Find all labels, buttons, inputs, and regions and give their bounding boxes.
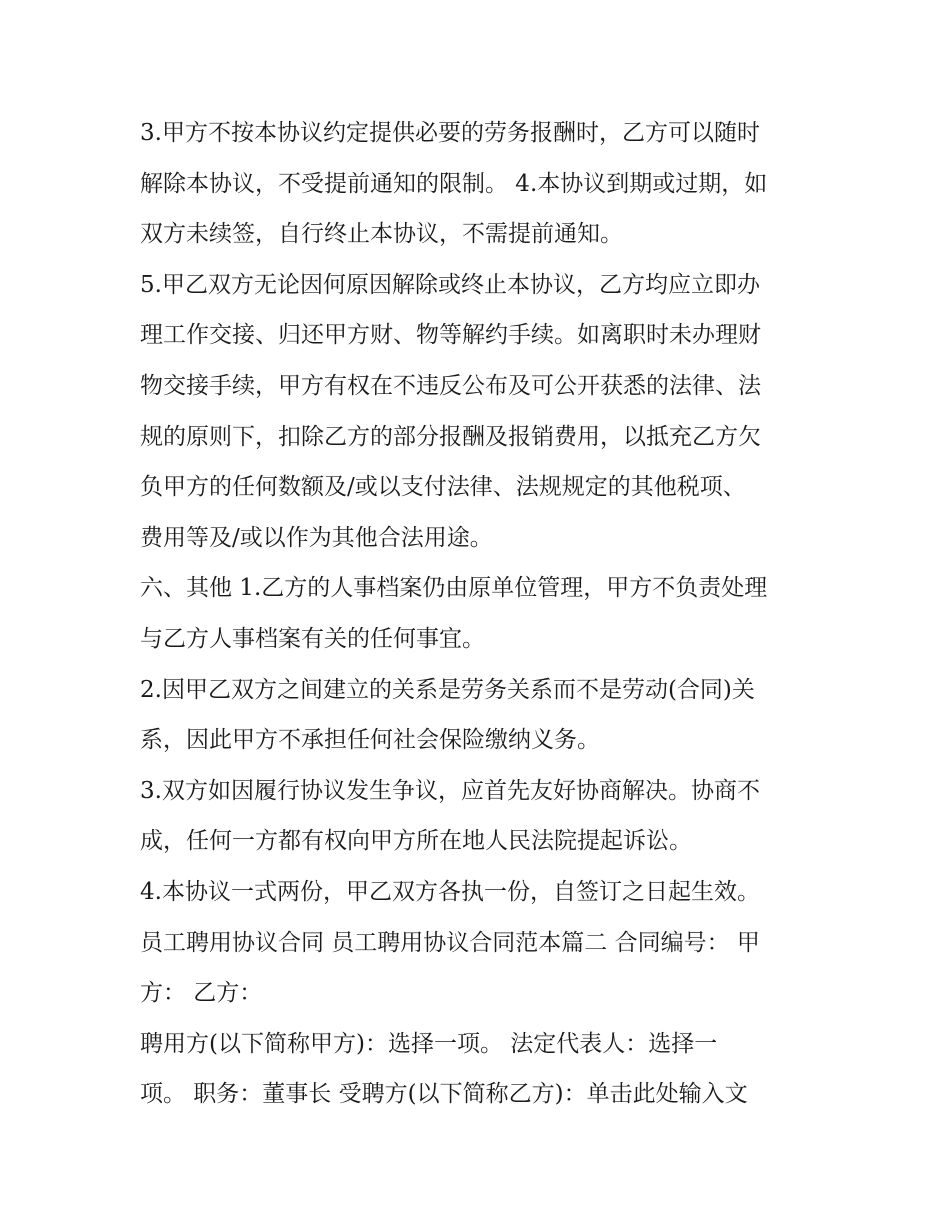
text-line: 与乙方人事档案有关的任何事宜。 <box>140 625 485 652</box>
text-line: 规的原则下，扣除乙方的部分报酬及报销费用，以抵充乙方欠 <box>140 423 761 450</box>
document-body <box>140 108 830 1120</box>
text-line: 5.甲乙双方无论因何原因解除或终止本协议，乙方均应立即办 <box>140 271 760 298</box>
text-line: 聘用方(以下简称甲方)：选择一项。 法定代表人：选择一 <box>140 1030 718 1057</box>
text-line: 物交接手续，甲方有权在不违反公布及可公开获悉的法律、法 <box>140 372 761 399</box>
text-line: 4.本协议一式两份，甲乙双方各执一份，自签订之日起生效。 <box>140 878 760 905</box>
text-line: 方： 乙方： <box>140 980 263 1007</box>
text-line: 系，因此甲方不承担任何社会保险缴纳义务。 <box>140 727 600 754</box>
text-line: 六、其他 1.乙方的人事档案仍由原单位管理，甲方不负责处理 <box>140 575 768 602</box>
text-line: 3.甲方不按本协议约定提供必要的劳务报酬时，乙方可以随时 <box>140 120 760 146</box>
text-line: 理工作交接、归还甲方财、物等解约手续。如离职时未办理财 <box>140 322 761 349</box>
text-line: 员工聘用协议合同 员工聘用协议合同范本篇二 合同编号： 甲 <box>140 929 760 956</box>
text-line: 成，任何一方都有权向甲方所在地人民法院提起诉讼。 <box>140 828 692 855</box>
text-line: 解除本协议，不受提前通知的限制。 4.本协议到期或过期，如 <box>140 170 768 197</box>
text-line: 2.因甲乙双方之间建立的关系是劳务关系而不是劳动(合同)关 <box>140 676 755 703</box>
text-line: 双方未续签，自行终止本协议，不需提前通知。 <box>140 221 623 248</box>
text-line: 负甲方的任何数额及/或以支付法律、法规规定的其他税项、 <box>140 474 746 501</box>
text-line: 项。 职务：董事长 受聘方(以下简称乙方)：单击此处输入文 <box>140 1081 748 1108</box>
text-line: 3.双方如因履行协议发生争议，应首先友好协商解决。协商不 <box>140 777 760 804</box>
text-line: 费用等及/或以作为其他合法用途。 <box>140 524 493 551</box>
